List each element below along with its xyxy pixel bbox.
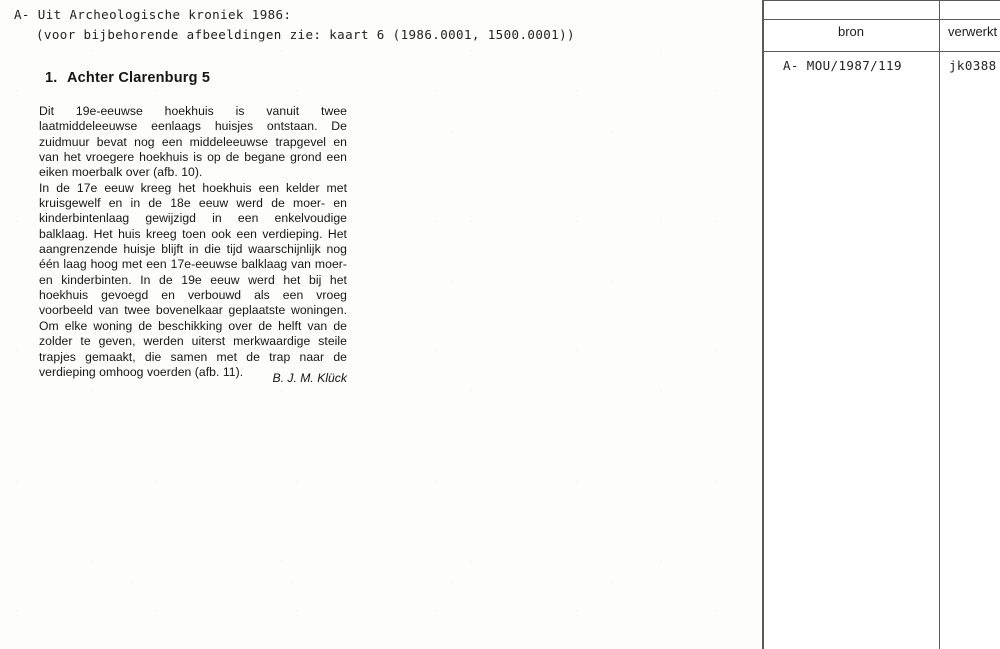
article-heading bbox=[45, 70, 210, 86]
table-cell-bron: A- MOU/1987/119 bbox=[783, 58, 902, 73]
typed-source-line-2: (voor bijbehorende afbeeldingen zie: kaart 6 (1986.0001, 1500.0001)) bbox=[36, 27, 575, 42]
article-paragraph-2: In de 17e eeuw kreeg het hoekhuis een kelder met kruisgewelf en in de 18e eeuw werd de moer- en kinderbintenlaag gewijzigd in een enkelvoudige balklaag. Het huis kreeg toen ook een verdieping. Het aangrenzende huisje blijft in die tijd waarschijnlijk nog één laag hoog met een 17e-eeuwse balklaag van moer- en kinderbinten. In de 19e eeuw werd het bij het hoekhuis gevoegd en verbouwd als een vroeg voorbeeld van twee bovenelkaar geplaatste woningen. Om elke woning de beschikking over de helft van de zolder te geven, werden uiterst merkwaardige steile trapjes gemaakt, die samen met de trap naar de verdieping omhoog voerden (afb. 11). bbox=[39, 180, 347, 379]
article-number: 1. bbox=[45, 70, 58, 86]
column-header-verwerkt: verwerkt bbox=[948, 24, 998, 39]
article-body bbox=[39, 104, 347, 380]
article-title: Achter Clarenburg 5 bbox=[67, 70, 211, 86]
form-table bbox=[763, 0, 1000, 649]
table-cell-verwerkt: jk0388 bbox=[949, 58, 997, 73]
typed-source-line-1: A- Uit Archeologische kroniek 1986: bbox=[14, 7, 292, 22]
article-paragraph-1: Dit 19e-eeuwse hoekhuis is vanuit twee laatmiddeleeuwse eenlaags huisjes ontstaan. De zuidmuur bevat nog een middeleeuwse trapgevel en van het vroegere hoekhuis is op de begane grond een eiken moerbalk over (afb. 10). bbox=[39, 104, 347, 180]
table-column-divider-right bbox=[939, 0, 940, 649]
table-rule-header-bottom bbox=[763, 51, 1000, 52]
table-column-divider-left bbox=[763, 0, 764, 649]
table-rule-top bbox=[763, 0, 1000, 1]
column-header-bron: bron bbox=[837, 24, 865, 39]
table-rule-header-top bbox=[763, 19, 1000, 20]
article-signature: B. J. M. Klück bbox=[272, 371, 347, 385]
